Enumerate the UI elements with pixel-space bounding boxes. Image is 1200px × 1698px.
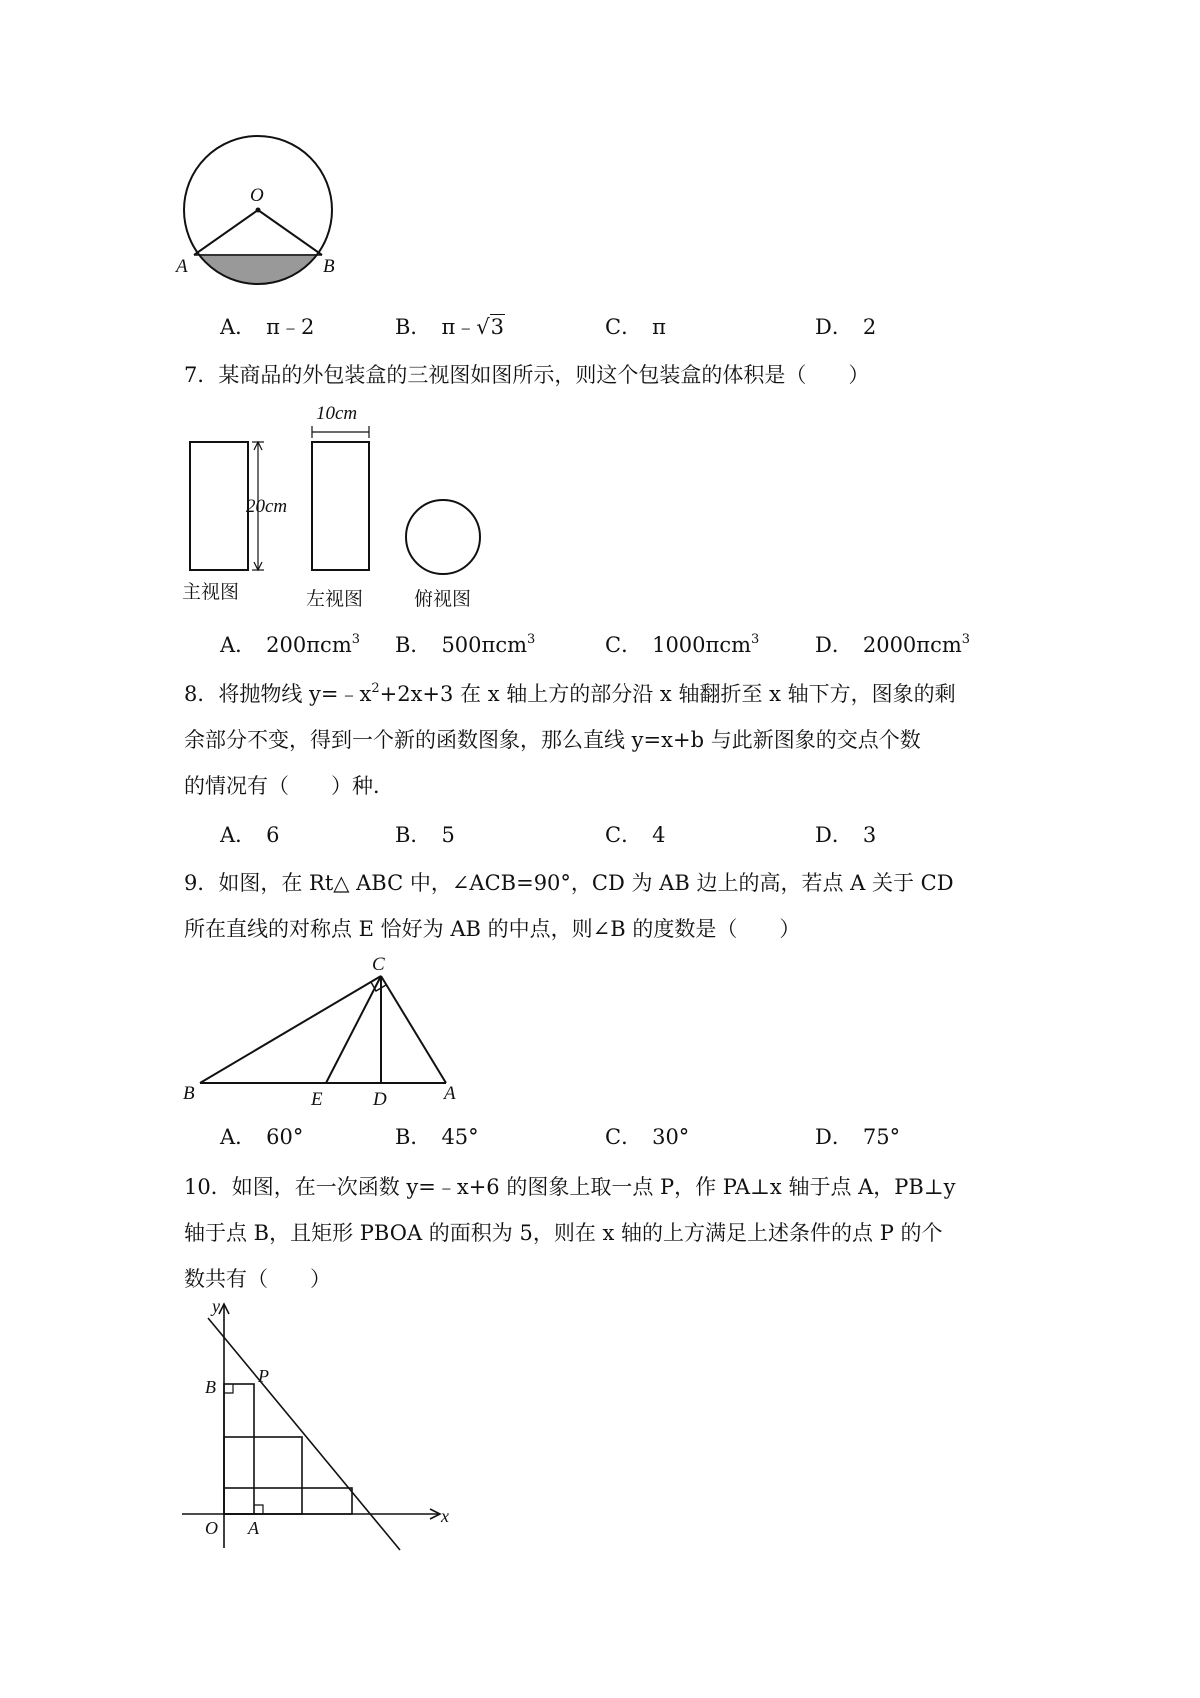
q6-option-c: C． π bbox=[605, 315, 666, 339]
top-view-circle bbox=[406, 500, 480, 574]
q8-stem-line-1: 8．将抛物线 $y=﹣x^2+2x+3$ 在 x 轴上方的部分沿 x 轴翻折至 x 轴下方，图象的剩 bbox=[184, 681, 956, 706]
height-label: 20cm bbox=[246, 496, 288, 517]
rect-mid bbox=[224, 1437, 302, 1514]
label-c: C bbox=[372, 954, 385, 975]
label-e: E bbox=[311, 1089, 323, 1110]
label-o: O bbox=[205, 1518, 218, 1538]
q7-option-b: B． 500πcm$^3$ bbox=[395, 632, 536, 657]
q6-option-d: D． 2 bbox=[815, 315, 877, 339]
front-view-rect bbox=[190, 442, 248, 570]
q8-stem-line-3: 的情况有（ ）种． bbox=[184, 774, 394, 798]
q6-circle-figure bbox=[170, 135, 350, 305]
right-angle-mark-a bbox=[254, 1505, 263, 1514]
label-a: A bbox=[444, 1083, 456, 1104]
q6-option-b: B． π﹣√3 bbox=[395, 312, 505, 342]
q10-coordinate-figure bbox=[178, 1298, 458, 1553]
left-view-rect bbox=[312, 442, 369, 570]
caption-front-view: 主视图 bbox=[182, 581, 240, 603]
rect-tall bbox=[224, 1384, 254, 1514]
label-a: A bbox=[248, 1518, 259, 1538]
label-x: x bbox=[441, 1506, 449, 1526]
q8-option-d: D． 3 bbox=[815, 823, 877, 847]
rect-wide bbox=[224, 1488, 352, 1514]
label-p: P bbox=[258, 1366, 269, 1386]
q10-stem-line-2: 轴于点 B，且矩形 PBOA 的面积为 5，则在 x 轴的上方满足上述条件的点 P 的个 bbox=[184, 1221, 943, 1245]
side-ca bbox=[381, 976, 446, 1083]
q6-option-a: A． π﹣2 bbox=[220, 315, 315, 339]
q8-stem-line-2: 余部分不变，得到一个新的函数图象，那么直线 y=x+b 与此新图象的交点个数 bbox=[184, 728, 921, 752]
width-label: 10cm bbox=[316, 403, 358, 424]
q9-option-a: A． 60° bbox=[220, 1125, 304, 1149]
q9-option-b: B． 45° bbox=[395, 1125, 479, 1149]
q9-option-d: D． 75° bbox=[815, 1125, 901, 1149]
radius-oa bbox=[194, 210, 258, 255]
q9-option-c: C． 30° bbox=[605, 1125, 690, 1149]
line-y-neg-x-plus-6 bbox=[208, 1318, 400, 1550]
q7-three-view-figure bbox=[178, 400, 498, 615]
q8-option-b: B． 5 bbox=[395, 823, 455, 847]
label-a: A bbox=[176, 256, 188, 277]
label-b: B bbox=[183, 1083, 195, 1104]
center-dot bbox=[256, 208, 261, 213]
q9-triangle-figure bbox=[178, 953, 468, 1113]
label-b: B bbox=[323, 256, 335, 277]
right-angle-mark-b bbox=[224, 1384, 233, 1393]
q7-option-c: C． 1000πcm$^3$ bbox=[605, 632, 760, 657]
caption-left-view: 左视图 bbox=[306, 588, 364, 610]
label-y: y bbox=[212, 1296, 220, 1316]
label-b: B bbox=[205, 1377, 216, 1397]
q9-stem-line-2: 所在直线的对称点 E 恰好为 AB 的中点，则∠B 的度数是（ ） bbox=[184, 917, 801, 941]
label-o: O bbox=[250, 185, 264, 206]
q7-option-a: A． 200πcm$^3$ bbox=[220, 632, 361, 657]
q8-option-a: A． 6 bbox=[220, 823, 280, 847]
q7-option-d: D． 2000πcm$^3$ bbox=[815, 632, 971, 657]
sqrt-3: √3 bbox=[476, 315, 505, 339]
q10-stem-line-1: 10．如图，在一次函数 y=﹣x+6 的图象上取一点 P，作 PA⊥x 轴于点 A，PB⊥y bbox=[184, 1175, 956, 1199]
q9-stem-line-1: 9．如图，在 Rt△ ABC 中，∠ACB=90°，CD 为 AB 边上的高，若点 A 关于 CD bbox=[184, 871, 954, 895]
radius-ob bbox=[258, 210, 322, 255]
caption-top-view: 俯视图 bbox=[414, 588, 472, 610]
q7-stem: 7．某商品的外包装盒的三视图如图所示，则这个包装盒的体积是（ ） bbox=[184, 363, 870, 387]
q8-option-c: C． 4 bbox=[605, 823, 666, 847]
label-d: D bbox=[373, 1089, 387, 1110]
q10-stem-line-3: 数共有（ ） bbox=[184, 1267, 331, 1291]
